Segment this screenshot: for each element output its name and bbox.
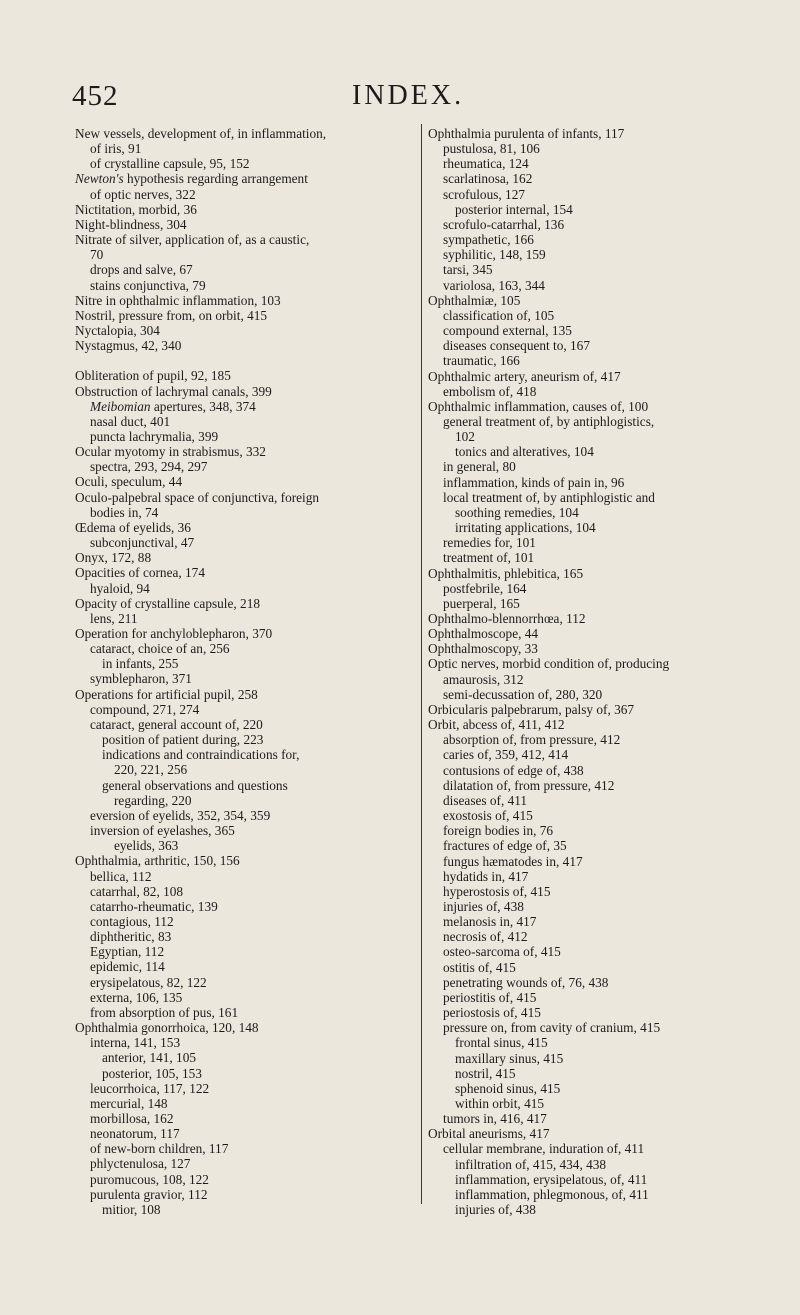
index-entry: Meibomian apertures, 348, 374	[90, 398, 256, 414]
index-entry: remedies for, 101	[443, 535, 536, 551]
index-entry: spectra, 293, 294, 297	[90, 459, 208, 475]
index-entry: catarrhal, 82, 108	[90, 883, 184, 899]
index-entry: bellica, 112	[90, 868, 152, 884]
index-entry: of new-born children, 117	[90, 1141, 229, 1157]
index-entry: eyelids, 363	[114, 838, 179, 854]
index-entry: puromucous, 108, 122	[90, 1171, 209, 1187]
index-entry: posterior internal, 154	[455, 201, 573, 217]
index-entry: leucorrhoica, 117, 122	[90, 1080, 210, 1096]
index-entry: drops and salve, 67	[90, 262, 193, 278]
index-entry: periostitis of, 415	[443, 989, 537, 1005]
index-entry: Night-blindness, 304	[75, 216, 187, 232]
index-entry: Newton's hypothesis regarding arrangement	[75, 171, 308, 187]
page-title: INDEX.	[352, 80, 465, 111]
index-entry: indications and contraindications for,	[102, 747, 300, 763]
index-entry: injuries of, 438	[443, 898, 524, 914]
index-entry: tumors in, 416, 417	[443, 1111, 547, 1127]
index-entry: puerperal, 165	[443, 595, 520, 611]
index-entry: irritating applications, 104	[455, 520, 596, 536]
index-entry: frontal sinus, 415	[455, 1035, 548, 1051]
index-entry: externa, 106, 135	[90, 989, 183, 1005]
index-entry: penetrating wounds of, 76, 438	[443, 974, 609, 990]
index-entry: pustulosa, 81, 106	[443, 141, 540, 157]
index-entry: Oculo-palpebral space of conjunctiva, foreign	[75, 489, 320, 505]
index-entry: exostosis of, 415	[443, 808, 533, 824]
index-entry: Ophthalmitis, phlebitica, 165	[428, 565, 584, 581]
index-entry: treatment of, 101	[443, 550, 535, 566]
index-entry: local treatment of, by antiphlogistic and	[443, 489, 655, 505]
index-entry: Œdema of eyelids, 36	[75, 519, 191, 535]
index-entry: Operations for artificial pupil, 258	[75, 686, 258, 702]
index-entry: traumatic, 166	[443, 353, 520, 369]
index-entry: nostril, 415	[455, 1065, 516, 1081]
index-entry: Egyptian, 112	[90, 944, 165, 960]
index-entry: morbillosa, 162	[90, 1111, 174, 1126]
index-entry: contagious, 112	[90, 913, 174, 929]
index-entry: posterior, 105, 153	[102, 1065, 202, 1081]
index-entry: Ophthalmic inflammation, causes of, 100	[428, 398, 649, 414]
index-entry: 102	[455, 429, 475, 445]
index-entry: Nictitation, morbid, 36	[75, 201, 197, 217]
index-entry: hydatids in, 417	[443, 868, 529, 884]
index-entry: fungus hæmatodes in, 417	[443, 853, 583, 869]
index-entry: New vessels, development of, in inflammation,	[75, 126, 327, 141]
index-entry: of iris, 91	[90, 141, 142, 157]
index-entry: Ophthalmo-blennorrhœa, 112	[428, 611, 586, 626]
index-entry: position of patient during, 223	[102, 732, 264, 748]
index-entry: inflammation, erysipelatous, of, 411	[455, 1171, 648, 1187]
index-entry: hyperostosis of, 415	[443, 883, 551, 899]
index-entry: tonics and alteratives, 104	[455, 444, 594, 460]
column-divider	[421, 124, 422, 1204]
index-entry: melanosis in, 417	[443, 914, 537, 930]
index-entry: purulenta gravior, 112	[90, 1186, 208, 1202]
index-entry: postfebrile, 164	[443, 580, 527, 596]
index-entry: in general, 80	[443, 459, 516, 475]
index-entry: erysipelatous, 82, 122	[90, 974, 207, 990]
index-entry: phlyctenulosa, 127	[90, 1156, 191, 1172]
index-entry: of crystalline capsule, 95, 152	[90, 156, 250, 172]
index-entry: amaurosis, 312	[443, 671, 524, 687]
index-entry: eversion of eyelids, 352, 354, 359	[90, 807, 271, 823]
index-entry: cataract, choice of an, 256	[90, 641, 230, 657]
index-entry: pressure on, from cavity of cranium, 415	[443, 1020, 661, 1036]
index-entry: compound, 271, 274	[90, 701, 200, 717]
page-header	[0, 80, 800, 116]
index-entry: sphenoid sinus, 415	[455, 1080, 561, 1096]
index-entry: 70	[90, 247, 104, 263]
index-entry: Ophthalmoscopy, 33	[428, 641, 538, 657]
index-entry: fractures of edge of, 35	[443, 838, 567, 854]
index-entry: cataract, general account of, 220	[90, 716, 263, 732]
index-entry: absorption of, from pressure, 412	[443, 732, 621, 748]
index-entry: Ophthalmoscope, 44	[428, 626, 539, 642]
index-entry: periostosis of, 415	[443, 1005, 541, 1021]
index-entry: caries of, 359, 412, 414	[443, 747, 569, 763]
index-entry: within orbit, 415	[455, 1096, 545, 1111]
index-entry: diseases consequent to, 167	[443, 338, 590, 354]
index-entry: embolism of, 418	[443, 383, 537, 399]
index-entry: inflammation, kinds of pain in, 96	[443, 474, 625, 490]
index-entry: mercurial, 148	[90, 1095, 168, 1111]
index-entry: scarlatinosa, 162	[443, 171, 533, 187]
index-entry: regarding, 220	[114, 792, 192, 808]
index-entry: Obstruction of lachrymal canals, 399	[75, 383, 272, 399]
index-entry: soothing remedies, 104	[455, 504, 579, 520]
index-entry: inflammation, phlegmonous, of, 411	[455, 1186, 649, 1202]
index-entry: scrofulo-catarrhal, 136	[443, 216, 565, 232]
index-entry: Onyx, 172, 88	[75, 550, 152, 566]
index-entry: nasal duct, 401	[90, 413, 171, 429]
index-entry: Nostril, pressure from, on orbit, 415	[75, 307, 268, 323]
index-entry: from absorption of pus, 161	[90, 1004, 239, 1020]
index-entry: Operation for anchyloblepharon, 370	[75, 626, 273, 641]
index-entry: diphtheritic, 83	[90, 929, 172, 945]
index-entry: Orbit, abcess of, 411, 412	[428, 717, 565, 733]
index-entry: dilatation of, from pressure, 412	[443, 777, 615, 793]
index-entry: syphilitic, 148, 159	[443, 247, 546, 263]
index-entry: semi-decussation of, 280, 320	[443, 686, 603, 702]
index-entry: Orbicularis palpebrarum, palsy of, 367	[428, 701, 635, 717]
index-entry: Ophthalmia, arthritic, 150, 156	[75, 853, 240, 869]
index-entry: Orbital aneurisms, 417	[428, 1126, 550, 1142]
index-entry: lens, 211	[90, 610, 138, 626]
index-entry: symblepharon, 371	[90, 671, 192, 687]
index-entry: osteo-sarcoma of, 415	[443, 944, 561, 960]
index-entry: general treatment of, by antiphlogistics,	[443, 413, 655, 429]
index-entry: epidemic, 114	[90, 959, 165, 975]
index-entry: Ophthalmia purulenta of infants, 117	[428, 126, 625, 141]
index-entry: necrosis of, 412	[443, 929, 528, 945]
index-entry: Nitrate of silver, application of, as a caustic,	[75, 232, 310, 248]
index-entry: puncta lachrymalia, 399	[90, 428, 219, 444]
index-entry: stains conjunctiva, 79	[90, 277, 206, 293]
index-entry: contusions of edge of, 438	[443, 762, 584, 778]
index-entry: Ophthalmic artery, aneurism of, 417	[428, 368, 621, 384]
index-entry: foreign bodies in, 76	[443, 823, 554, 839]
index-entry: Optic nerves, morbid condition of, producing	[428, 656, 670, 672]
index-entry: catarrho-rheumatic, 139	[90, 898, 218, 914]
index-entry: Nyctalopia, 304	[75, 323, 160, 339]
index-column-right	[428, 126, 800, 1217]
index-column-left	[75, 126, 440, 1217]
index-entry: tarsi, 345	[443, 262, 493, 278]
index-entry: variolosa, 163, 344	[443, 277, 545, 293]
index-entry: in infants, 255	[102, 656, 179, 672]
index-entry: infiltration of, 415, 434, 438	[455, 1156, 607, 1172]
index-entry: interna, 141, 153	[90, 1035, 181, 1051]
index-entry: inversion of eyelashes, 365	[90, 823, 235, 839]
index-entry: Ocular myotomy in strabismus, 332	[75, 444, 266, 460]
index-entry: of optic nerves, 322	[90, 186, 196, 202]
index-entry: subconjunctival, 47	[90, 535, 195, 551]
index-entry: mitior, 108	[102, 1201, 161, 1217]
index-entry: anterior, 141, 105	[102, 1050, 196, 1066]
index-entry: maxillary sinus, 415	[455, 1050, 564, 1066]
index-entry: general observations and questions	[102, 777, 288, 793]
index-entry: ostitis of, 415	[443, 959, 516, 975]
index-entry: Obliteration of pupil, 92, 185	[75, 368, 231, 384]
index-entry: diseases of, 411	[443, 792, 528, 808]
index-entry: bodies in, 74	[90, 504, 159, 520]
index-entry: injuries of, 438	[455, 1202, 536, 1218]
index-entry: scrofulous, 127	[443, 186, 525, 202]
index-entry: Nystagmus, 42, 340	[75, 338, 182, 354]
index-entry: compound external, 135	[443, 323, 572, 339]
index-entry: Oculi, speculum, 44	[75, 474, 183, 490]
index-entry: Ophthalmiæ, 105	[428, 292, 521, 308]
index-entry: Opacity of crystalline capsule, 218	[75, 595, 260, 611]
index-entry: classification of, 105	[443, 307, 555, 323]
index-entry: cellular membrane, induration of, 411	[443, 1141, 645, 1157]
index-entry: Opacities of cornea, 174	[75, 565, 205, 581]
index-entry: sympathetic, 166	[443, 232, 534, 248]
index-entry: Nitre in ophthalmic inflammation, 103	[75, 292, 281, 308]
index-entry: hyaloid, 94	[90, 580, 150, 596]
index-entry: neonatorum, 117	[90, 1126, 180, 1142]
page-number: 452	[72, 80, 119, 112]
index-entry: rheumatica, 124	[443, 156, 529, 172]
index-entry: Ophthalmia gonorrhoica, 120, 148	[75, 1020, 259, 1036]
index-entry: 220, 221, 256	[114, 762, 188, 778]
index-spacer	[75, 353, 440, 368]
